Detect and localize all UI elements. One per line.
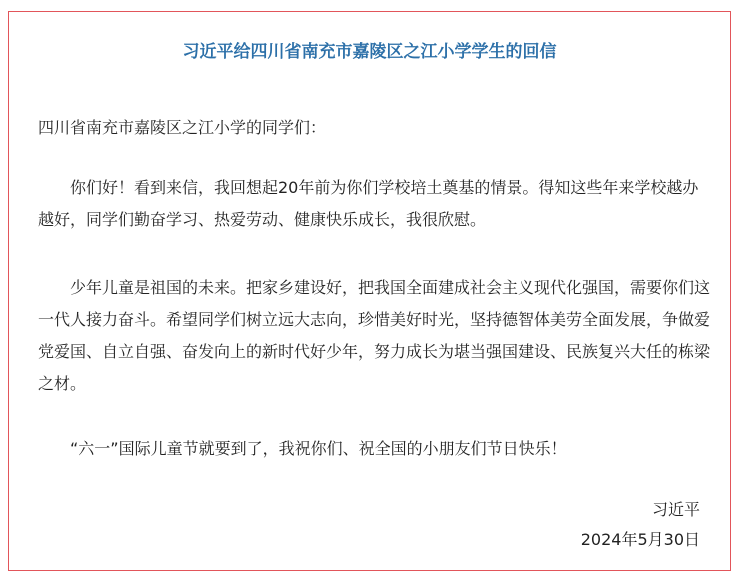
letter-frame (8, 11, 731, 571)
letter-greeting: 四川省南充市嘉陵区之江小学的同学们： (38, 118, 327, 137)
letter-paragraph-2: 少年儿童是祖国的未来。把家乡建设好，把我国全面建成社会主义现代化强国，需要你们这一代人接力奋斗。希望同学们树立远大志向，珍惜美好时光，坚持德智体美劳全面发展，争做爱党爱国、自立自强、奋发向上的新时代好少年，努力成长为堪当强国建设、民族复兴大任的栋梁之材。 (38, 278, 711, 393)
letter-date: 2024年5月30日 (580, 530, 700, 549)
letter-paragraph-1: 你们好！看到来信，我回想起20年前为你们学校培土奠基的情景。得知这些年来学校越办越好，同学们勤奋学习、热爱劳动、健康快乐成长，我很欣慰。 (38, 178, 699, 229)
letter-signature: 习近平 (651, 500, 700, 519)
letter-paragraph-3: “六一”国际儿童节就要到了，我祝你们、祝全国的小朋友们节日快乐！ (70, 439, 567, 458)
letter-title: 习近平给四川省南充市嘉陵区之江小学学生的回信 (182, 42, 557, 62)
